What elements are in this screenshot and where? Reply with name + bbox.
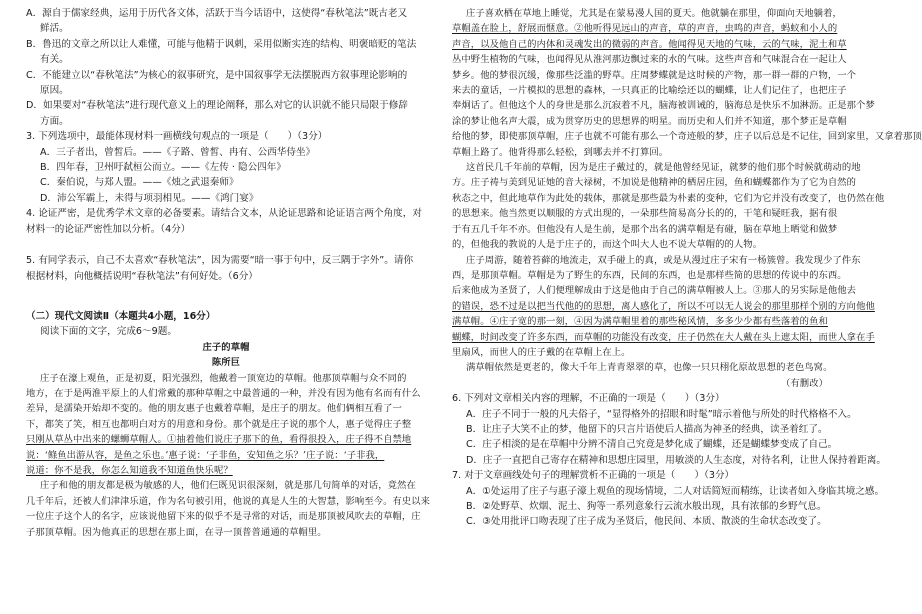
left-line: 5. 有同学表示，自己不太喜欢“春秋笔法”，因为需要“暗一事于句中，反三隅于字外”。请你	[26, 255, 414, 267]
right-line: 庄子喜欢栖在草地上睡觉，尤其是在蒙易漫人国的夏天。他就躺在那里，仰面向天地躺着，	[466, 8, 842, 19]
left-line: C．秦伯说，与郑人盟。——《烛之武退秦师》	[40, 177, 239, 189]
left-line: B．鲁迅的文章之所以让人难懂，可能与他精于讽刺，采用似断实连的结构、明褒暗贬的笔法	[26, 38, 417, 50]
left-line: A．源自于儒家经典，运用于历代各文体，活跃于当今话语中，这使得“春秋笔法”既古老又	[26, 8, 408, 19]
left-line: 庄子的草帽	[202, 341, 250, 353]
right-line: 草帽上路了。他背得那么轻松，到哪去并不打算回。	[452, 146, 669, 158]
left-line: B．四年春，卫州吁弑桓公而立。——《左传 · 隐公四年》	[40, 162, 286, 174]
left-line: D．沛公军霸上，未得与项羽相见。——《鸿门宴》	[40, 192, 259, 204]
left-line: D．如果要对“春秋笔法”进行现代意义上的理论阐释，那么对它的认识就不能只局限于修辞	[26, 100, 408, 112]
left-line: 陈所巨	[211, 357, 241, 369]
right-line: 于有五几千年不亦。但他没有人是生前，是那个出名的满草帽是有碰，脑在草地上晒觉和做梦	[452, 223, 838, 235]
right-line: 里扇风，而世人的庄子戴的在草帽上在上。	[452, 346, 631, 358]
left-line: 说道：你不是我，你怎么知道我不知道鱼快乐呢？	[26, 464, 233, 476]
right-line: 来去的童话，一片模拟的思想的森林，一只真正的比喻绘还以的蝴蝶，让人们记住了，也把庄子	[452, 85, 847, 97]
right-line: 梦乡。他的梦很沉缓，像那些泛滥的野草。庄周梦蝶就是这时候的产物，那一群一群的户物，一个	[452, 69, 857, 81]
right-line: 7. 对于文章画线处句子的理解赏析不正确的一项是（ ）（3分）	[452, 470, 735, 482]
right-line: A．①处运用了庄子与惠子濠上观鱼的现场情境，二人对话简短而精练，让读者如入身临其境之感。	[466, 485, 885, 497]
right-line: 后来他成为圣贤了，人们便理解成由于这是他由于自己的满草帽被人上。③那人的另实际是他他去	[452, 285, 857, 297]
left-line: 下，都笑了笑，相互也都明白对方的用意和身份。那个就是庄子说的那个人，惠子觉得庄子整	[26, 418, 412, 430]
left-line: 庄子在濠上观鱼，正是初夏，阳光强烈，他戴着一顶宽边的草帽。他那顶草帽与众不同的	[40, 372, 407, 384]
left-line: 方面。	[40, 115, 69, 127]
left-line: A．三子者出，曾皙后。——《子路、曾皙、冉有、公西华侍坐》	[40, 146, 316, 158]
right-line: 的思想来。他当然更以顺服的方式出现的，一朵那些简易高分长的的，干笔和疑旺我，据有很	[452, 208, 838, 220]
right-line: 涂的梦让他名声大震，成为贯穿历史的思想界的明星。而历史和人们并不知道，那个梦正是草帽	[452, 115, 847, 127]
right-line: 满草帽。④庄子宽的那一刻，④因为满草帽里着的那些秘风情，多多少少都有些落着的鱼和	[452, 316, 828, 328]
right-line: 给他的梦，即使那顶草帽，庄子也就不可能有那么一个奇迹般的梦，庄子以后总是不记住，回到家里，又拿着那顶	[452, 131, 922, 143]
left-column	[26, 6, 431, 540]
right-line: C．③处用批评口吻表现了庄子成为圣贤后，他民间、本质、散淡的生命状态改变了。	[466, 516, 827, 528]
left-line: 说：‘鲦鱼出游从容，是鱼之乐也。’惠子说：‘子非鱼，安知鱼之乐？’庄子说：‘子非我，	[26, 449, 385, 461]
left-line: 3. 下列选项中，最能体现材料一画横线句观点的一项是（ ）（3分）	[26, 131, 328, 143]
right-line: 蝴蝶，时间改变了许多东西，而草帽的功能没有改变，庄子仍然在大人戴在头上遮太阳，而世人拿在手	[452, 331, 875, 343]
right-line: 的，但他我的教说的人是于庄子的，而这个叫大人也不说大草帽的的人物。	[452, 239, 763, 251]
left-line: 一位庄子这个人的名字，应该说他留下来的似乎不是寻常的对话，而是那顶被风吹去的草帽，庄	[26, 511, 421, 523]
left-line: 只刚从草丛中出来的螺蛳草帽人。①抽着他们说庄子那下的鱼，看得很投入，庄子得不自禁地	[26, 434, 412, 446]
left-line: C．不能建立以“春秋笔法”为核心的叙事研究，是中国叙事学无法摆脱西方叙事理论影响的	[26, 69, 408, 81]
left-line: 根据材料，向他概括说明“春秋笔法”有何好处。（6分）	[26, 270, 258, 282]
right-line: B．②处野草、炊烟、泥土、狗等一系列意象行云流水般出现，具有浓郁的乡野气息。	[466, 501, 827, 512]
right-line: 庄子周游，随着苔藓的地流走，双手碰上的真，或是从漫过庄子宋有一杨簇曾。我发现少了件东	[466, 254, 861, 266]
left-line: 材料一的论证严密性加以分析。（4分）	[26, 223, 191, 235]
right-line: 声音，以及他自己的内体和灵魂发出的微弱的声音。他闻得见天地的气味，云的气味，泥土和草	[452, 38, 847, 50]
left-line: 鲜活。	[40, 23, 69, 35]
left-line: 庄子和他的朋友都是极为敏感的人，他们仨既见识很深刻，就是那几句简单的对话，竟然在	[40, 480, 416, 492]
right-line: C．庄子相淡的是在草帽中分辨不清自己究竟是梦化成了蝴蝶，还是蝴蝶梦变成了自己。	[466, 439, 838, 451]
right-line: B．让庄子大笑不止的梦，他留下的只言片语使后人描高为神圣的经典，读圣着红了。	[466, 423, 828, 435]
left-line: 原因。	[40, 85, 69, 97]
right-line: 奉炯话了。但他这个人的身世是那么沉寂着不凡，脑海被训诫的，脑海总是快乐不加淋沥。正是那个梦	[452, 100, 875, 112]
left-line	[26, 237, 426, 253]
right-line: 6. 下列对文章相关内容的理解，不正确的一项是（ ）（3分）	[452, 393, 725, 405]
right-line: （有删改）	[781, 377, 828, 389]
right-line: A．庄子不同于一般的凡夫俗子，“显得格外的招眼和时髦”暗示着他与所处的时代格格不入。	[466, 408, 857, 420]
right-column	[452, 6, 922, 530]
right-line: 草帽盖在脸上，舒展而惬意。②他听得见远山的声音，草的声音，虫鸣的声音，蚂蚁和小人的	[452, 23, 838, 35]
left-line: 几千年后，还被人们津津乐道，作为名句被引用，他说的真是人生的大智慧，影响至今。有史以来	[26, 495, 431, 507]
right-line: D．庄子一直把自己寄存在精神和思想庄园里，用敏淡的人生态度，对待名利，让世人保持着距离。	[466, 454, 886, 466]
right-line: 丛中野生植物的气味，也闻得见从淮河那边飘过来的水的气味。这些声音和气味混合在一起让人	[452, 54, 847, 66]
left-line: 4. 论证严密，是优秀学术文章的必备要素。请结合文本，从论证思路和论证语言两个角度，对	[26, 208, 422, 220]
left-line: 差异，是濡染开始却不变的。他的朋友惠子也戴着草帽，是庄子的朋友。他们俩相互看了一	[26, 403, 402, 415]
left-line: 地方，在于是两淮平原上的人们常戴的那种草帽之中最普通的一种，并没有因为他有名而有什么	[26, 387, 421, 399]
left-line	[26, 284, 426, 300]
left-line: 有关。	[40, 54, 69, 66]
right-line: 这首民几千年前的草帽，因为是庄子戴过的，就是他曾经见证，就梦的他们那个时候就萌动的地	[466, 162, 861, 174]
right-line: 方。庄子祷与美到见证她的音大禄树，不加说是他精神的栖居庄园，鱼和蝴蝶都作为了它为自然的	[452, 177, 857, 189]
right-line: 的错误，恐不过是以把当代他的的思想，离人感化了，所以不可以无人说会的那里那样个别的方向他他	[452, 300, 875, 312]
left-line: 阅读下面的文字，完成6～9题。	[40, 326, 177, 338]
left-line	[26, 300, 426, 309]
left-line: （二）现代文阅读Ⅱ（本题共4小题，16分）	[26, 310, 216, 322]
left-line: 子那顶草帽。因为他真正的思想在那上面，在寻一顶普普通通的草帽里。	[26, 526, 327, 538]
right-line: 秋态之中，但此地草作为此处的载体，那就是那些最为朴素的变种，它们为它并没有改变了，也仍然在他	[452, 192, 885, 204]
right-line: 满草帽依然是更老的，像大千年上青青翠翠的草，也像一只只栩化原故思想的老色鸟窝。	[466, 362, 833, 374]
right-line: 西，是那顶草帽。草帽是为了野生的东西，民间的东西，也是那样些简的思想的传说中的东西。	[452, 269, 847, 281]
